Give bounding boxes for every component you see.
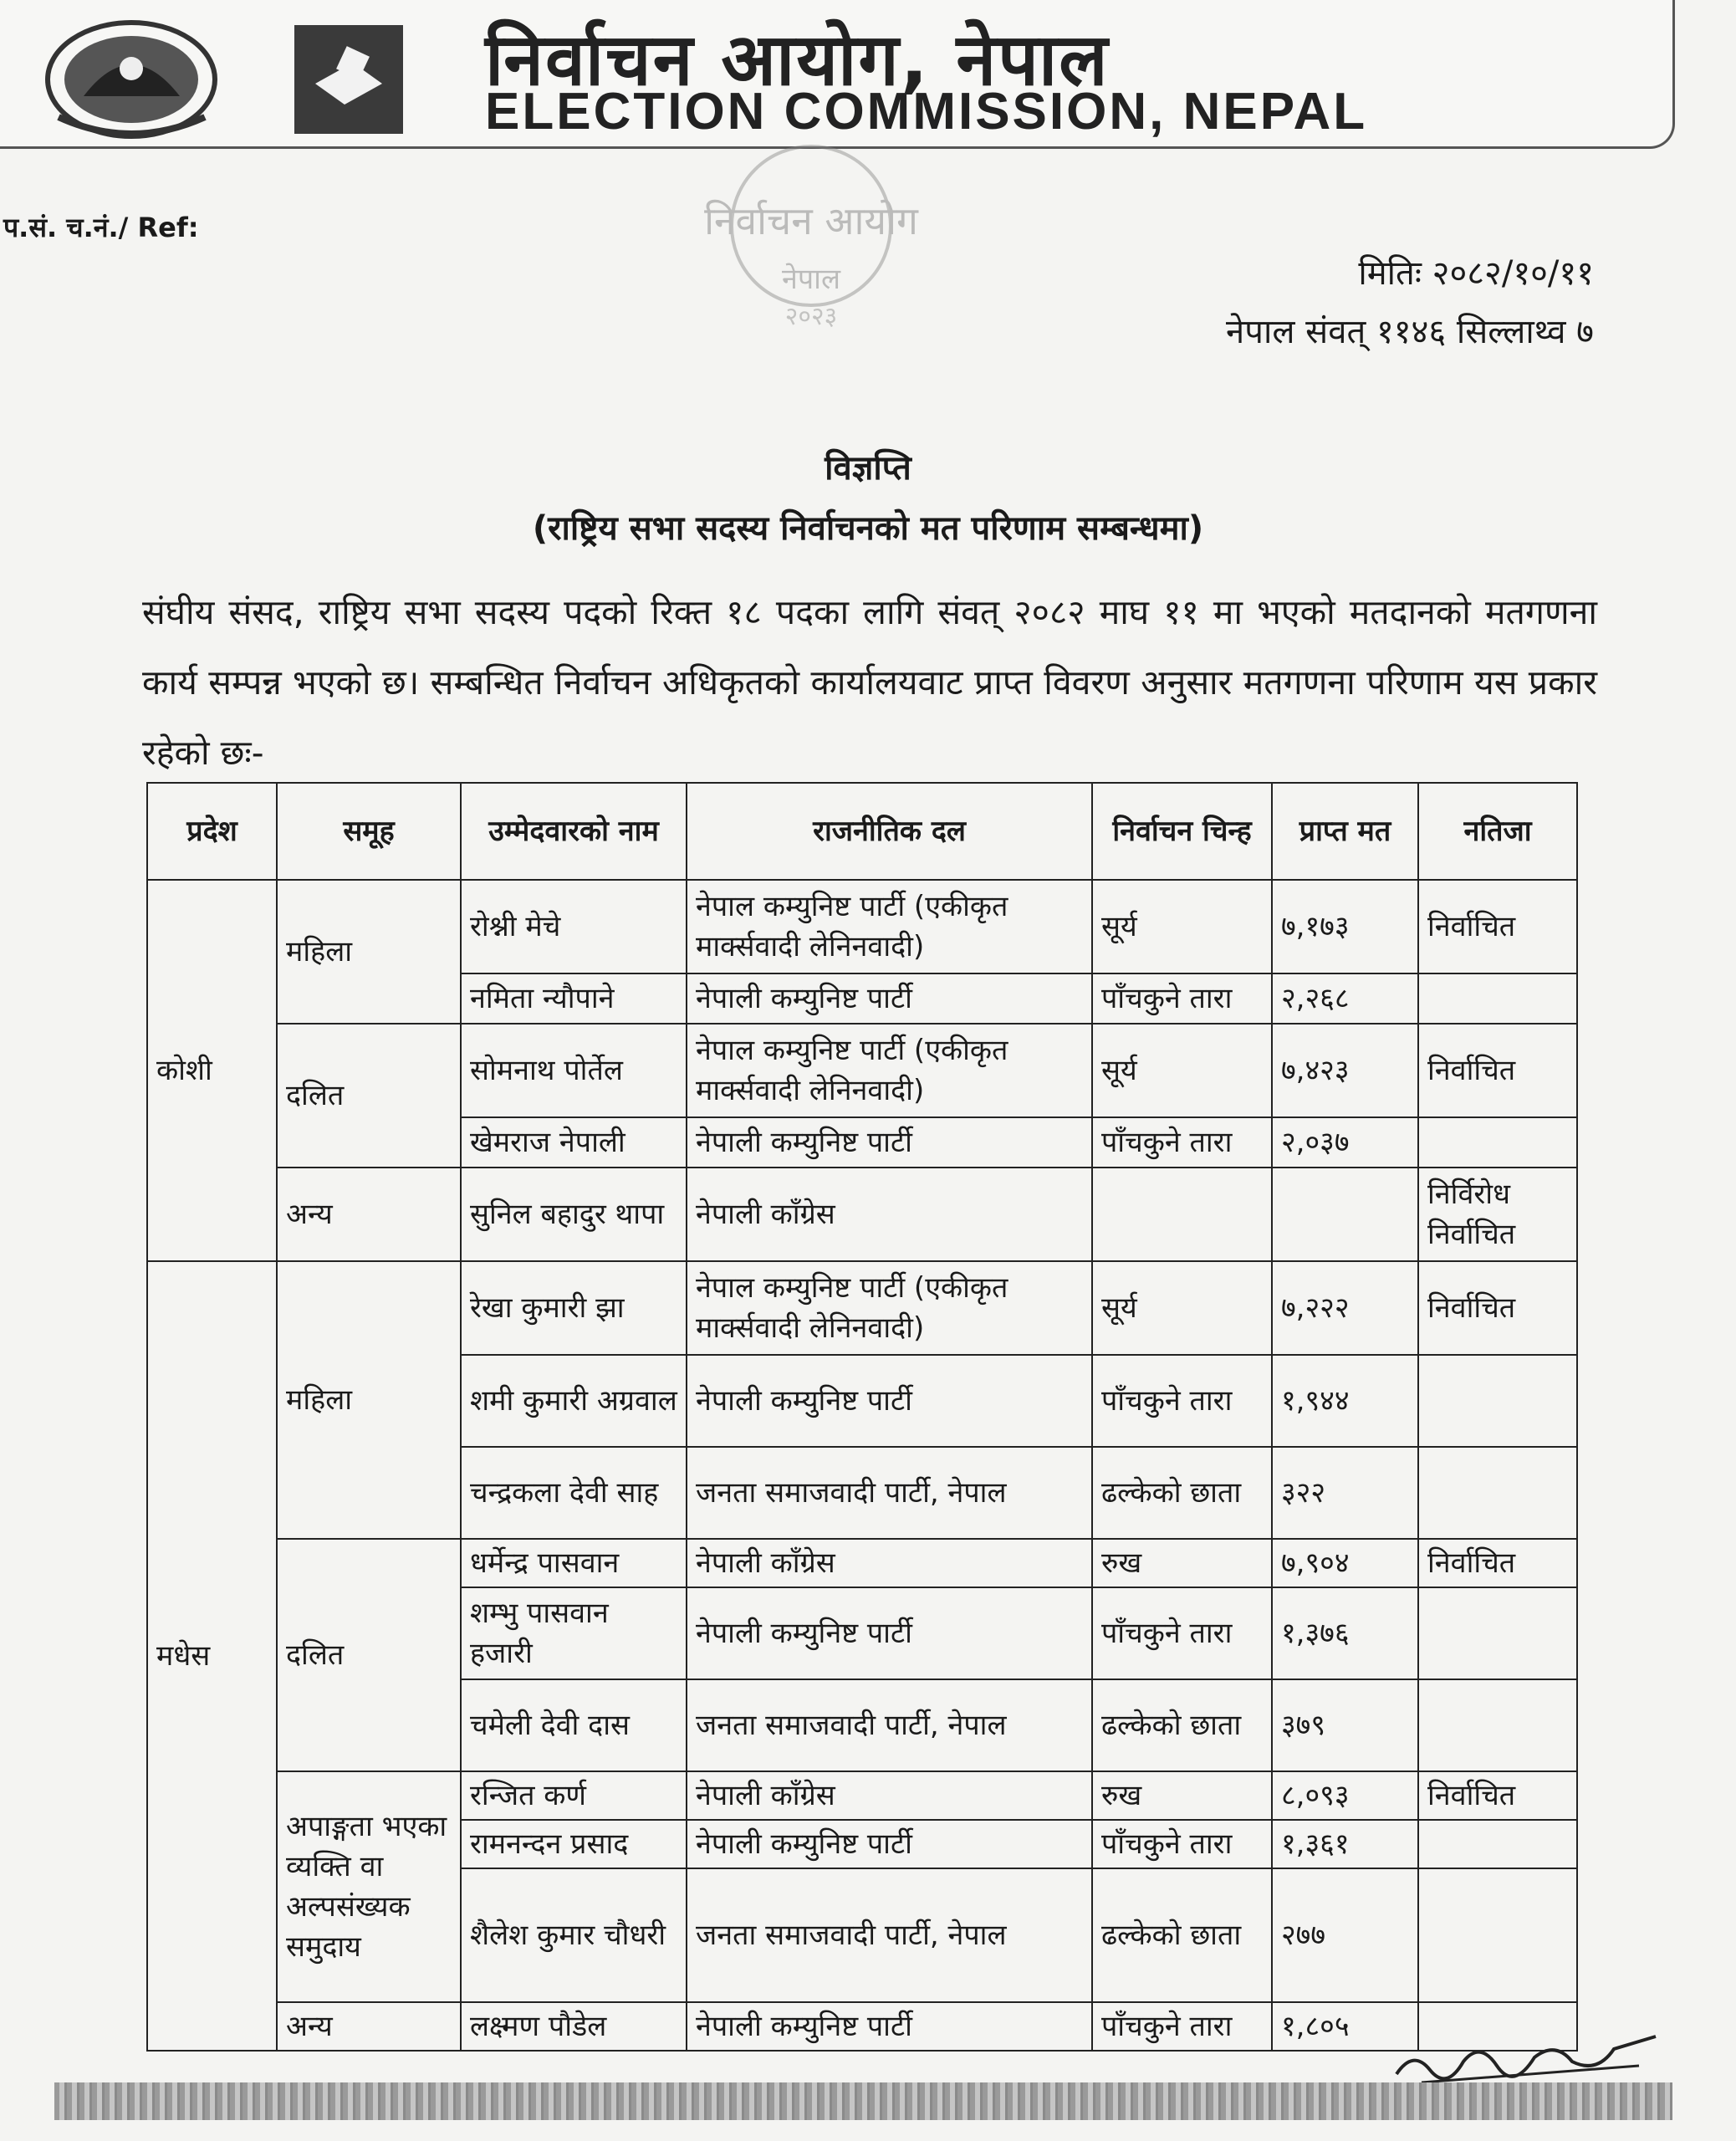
votes-cell: २,२६८	[1272, 973, 1418, 1024]
intro-paragraph: संघीय संसद, राष्ट्रिय सभा सदस्य पदको रिक्त १८ पदका लागि संवत् २०८२ माघ ११ मा भएको मतदानको मतगणना कार्य सम्पन्न भएको छ। सम्बन्धित निर्वाचन अधिकृतको कार्यालयवाट प्राप्त विवरण अनुसार मतगणना परिणाम यस प्रकार रहेको छः-	[142, 592, 1597, 773]
votes-cell: २,०३७	[1272, 1117, 1418, 1168]
result-cell: निर्वाचित	[1418, 1261, 1577, 1355]
candidate-cell: शमी कुमारी अग्रवाल	[461, 1355, 687, 1447]
group-cell: अन्य	[277, 1168, 461, 1261]
signature	[1388, 2016, 1664, 2091]
table-row	[147, 1024, 1577, 1117]
party-cell: नेपाल कम्युनिष्ट पार्टी (एकीकृत मार्क्सवादी लेनिनवादी)	[687, 880, 1092, 973]
province-cell: मधेस	[147, 1261, 277, 2051]
result-cell: निर्विरोध निर्वाचित	[1418, 1168, 1577, 1261]
svg-text:निर्वाचन आयोग: निर्वाचन आयोग	[704, 198, 918, 243]
candidate-cell: खेमराज नेपाली	[461, 1117, 687, 1168]
candidate-cell: सोमनाथ पोर्तेल	[461, 1024, 687, 1117]
votes-cell: ३७९	[1272, 1679, 1418, 1771]
votes-cell: ३२२	[1272, 1447, 1418, 1539]
result-cell	[1418, 1447, 1577, 1539]
group-cell: अपाङ्गता भएका व्यक्ति वा अल्पसंख्यक समुदाय	[277, 1771, 461, 2002]
votes-cell: १,९४४	[1272, 1355, 1418, 1447]
symbol-cell: सूर्य	[1092, 880, 1272, 973]
table-row	[147, 1261, 1577, 1355]
party-cell: जनता समाजवादी पार्टी, नेपाल	[687, 1447, 1092, 1539]
commission-title-nepali: निर्वाचन आयोग, नेपाल	[485, 18, 1110, 102]
table-row	[147, 880, 1577, 973]
candidate-cell: लक्ष्मण पौडेल	[461, 2002, 687, 2051]
reference-label: प.सं. च.नं./ Ref:	[3, 212, 199, 243]
date-block	[1226, 244, 1594, 361]
table-row	[147, 1771, 1577, 1820]
candidate-cell: शम्भु पासवान हजारी	[461, 1587, 687, 1679]
result-cell: निर्वाचित	[1418, 1771, 1577, 1820]
votes-cell: १,८०५	[1272, 2002, 1418, 2051]
symbol-cell: पाँचकुने तारा	[1092, 2002, 1272, 2051]
votes-cell: २७७	[1272, 1868, 1418, 2002]
header-symbol: निर्वाचन चिन्ह	[1092, 783, 1272, 880]
votes-cell	[1272, 1168, 1418, 1261]
result-cell	[1418, 1868, 1577, 2002]
votes-cell: १,३६१	[1272, 1820, 1418, 1868]
notice-title: विज्ञप्ति	[825, 449, 911, 488]
party-cell: नेपाली कम्युनिष्ट पार्टी	[687, 1117, 1092, 1168]
symbol-cell: सूर्य	[1092, 1024, 1272, 1117]
result-cell	[1418, 973, 1577, 1024]
candidate-cell: नमिता न्यौपाने	[461, 973, 687, 1024]
votes-cell: ७,१७३	[1272, 880, 1418, 973]
candidate-cell: चमेली देवी दास	[461, 1679, 687, 1771]
result-cell	[1418, 1117, 1577, 1168]
candidate-cell: सुनिल बहादुर थापा	[461, 1168, 687, 1261]
notice-subtitle: (राष्ट्रिय सभा सदस्य निर्वाचनको मत परिणाम सम्बन्धमा)	[532, 509, 1204, 548]
party-cell: नेपाली कम्युनिष्ट पार्टी	[687, 2002, 1092, 2051]
party-cell: नेपाल कम्युनिष्ट पार्टी (एकीकृत मार्क्सवादी लेनिनवादी)	[687, 1261, 1092, 1355]
party-cell: नेपाली कम्युनिष्ट पार्टी	[687, 973, 1092, 1024]
symbol-cell: रुख	[1092, 1539, 1272, 1587]
header-votes: प्राप्त मत	[1272, 783, 1418, 880]
result-cell	[1418, 1587, 1577, 1679]
result-cell	[1418, 1679, 1577, 1771]
candidate-cell: चन्द्रकला देवी साह	[461, 1447, 687, 1539]
date-line: मितिः २०८२/१०/११	[1358, 254, 1594, 293]
result-cell	[1418, 1820, 1577, 1868]
symbol-cell: पाँचकुने तारा	[1092, 1117, 1272, 1168]
group-cell: अन्य	[277, 2002, 461, 2051]
table-header-row	[147, 783, 1577, 880]
group-cell: महिला	[277, 1261, 461, 1539]
symbol-cell: ढल्केको छाता	[1092, 1868, 1272, 2002]
ballot-box-logo-icon	[294, 25, 403, 134]
candidate-cell: धर्मेन्द्र पासवान	[461, 1539, 687, 1587]
nepal-sambat-date-line: नेपाल संवत् ११४६ सिल्लाथ्व ७	[1226, 313, 1594, 351]
group-cell: दलित	[277, 1539, 461, 1771]
letterhead-frame	[0, 0, 1675, 149]
result-cell: निर्वाचित	[1418, 880, 1577, 973]
votes-cell: १,३७६	[1272, 1587, 1418, 1679]
table-row	[147, 1168, 1577, 1261]
symbol-cell: पाँचकुने तारा	[1092, 1355, 1272, 1447]
party-cell: नेपाली काँग्रेस	[687, 1771, 1092, 1820]
nepal-emblem-icon	[42, 17, 222, 142]
header-candidate: उम्मेदवारको नाम	[461, 783, 687, 880]
symbol-cell: ढल्केको छाता	[1092, 1679, 1272, 1771]
symbol-cell: ढल्केको छाता	[1092, 1447, 1272, 1539]
group-cell: महिला	[277, 880, 461, 1024]
svg-text:२०२३: २०२३	[784, 302, 838, 331]
result-cell: निर्वाचित	[1418, 1024, 1577, 1117]
candidate-cell: रामनन्दन प्रसाद	[461, 1820, 687, 1868]
footer-bar	[54, 2082, 1672, 2120]
svg-text:नेपाल: नेपाल	[781, 263, 841, 296]
symbol-cell: पाँचकुने तारा	[1092, 1820, 1272, 1868]
party-cell: नेपाली कम्युनिष्ट पार्टी	[687, 1587, 1092, 1679]
symbol-cell: पाँचकुने तारा	[1092, 973, 1272, 1024]
candidate-cell: शैलेश कुमार चौधरी	[461, 1868, 687, 2002]
party-cell: नेपाल कम्युनिष्ट पार्टी (एकीकृत मार्क्सवादी लेनिनवादी)	[687, 1024, 1092, 1117]
candidate-cell: रन्जित कर्ण	[461, 1771, 687, 1820]
votes-cell: ७,२२२	[1272, 1261, 1418, 1355]
party-cell: जनता समाजवादी पार्टी, नेपाल	[687, 1679, 1092, 1771]
symbol-cell: सूर्य	[1092, 1261, 1272, 1355]
header-result: नतिजा	[1418, 783, 1577, 880]
province-cell: कोशी	[147, 880, 277, 1261]
candidate-cell: रोश्नी मेचे	[461, 880, 687, 973]
group-cell: दलित	[277, 1024, 461, 1168]
header-party: राजनीतिक दल	[687, 783, 1092, 880]
commission-title-english: ELECTION COMMISSION, NEPAL	[485, 83, 1368, 141]
votes-cell: ८,०९३	[1272, 1771, 1418, 1820]
header-group: समूह	[277, 783, 461, 880]
symbol-cell	[1092, 1168, 1272, 1261]
table-row	[147, 1539, 1577, 1587]
party-cell: नेपाली कम्युनिष्ट पार्टी	[687, 1820, 1092, 1868]
votes-cell: ७,४२३	[1272, 1024, 1418, 1117]
symbol-cell: पाँचकुने तारा	[1092, 1587, 1272, 1679]
party-cell: जनता समाजवादी पार्टी, नेपाल	[687, 1868, 1092, 2002]
party-cell: नेपाली काँग्रेस	[687, 1168, 1092, 1261]
candidate-cell: रेखा कुमारी झा	[461, 1261, 687, 1355]
results-table	[146, 782, 1578, 2052]
result-cell	[1418, 1355, 1577, 1447]
result-cell: निर्वाचित	[1418, 1539, 1577, 1587]
votes-cell: ७,९०४	[1272, 1539, 1418, 1587]
header-province: प्रदेश	[147, 783, 277, 880]
party-cell: नेपाली कम्युनिष्ट पार्टी	[687, 1355, 1092, 1447]
symbol-cell: रुख	[1092, 1771, 1272, 1820]
table-row	[147, 2002, 1577, 2051]
party-cell: नेपाली काँग्रेस	[687, 1539, 1092, 1587]
official-stamp	[669, 134, 953, 351]
